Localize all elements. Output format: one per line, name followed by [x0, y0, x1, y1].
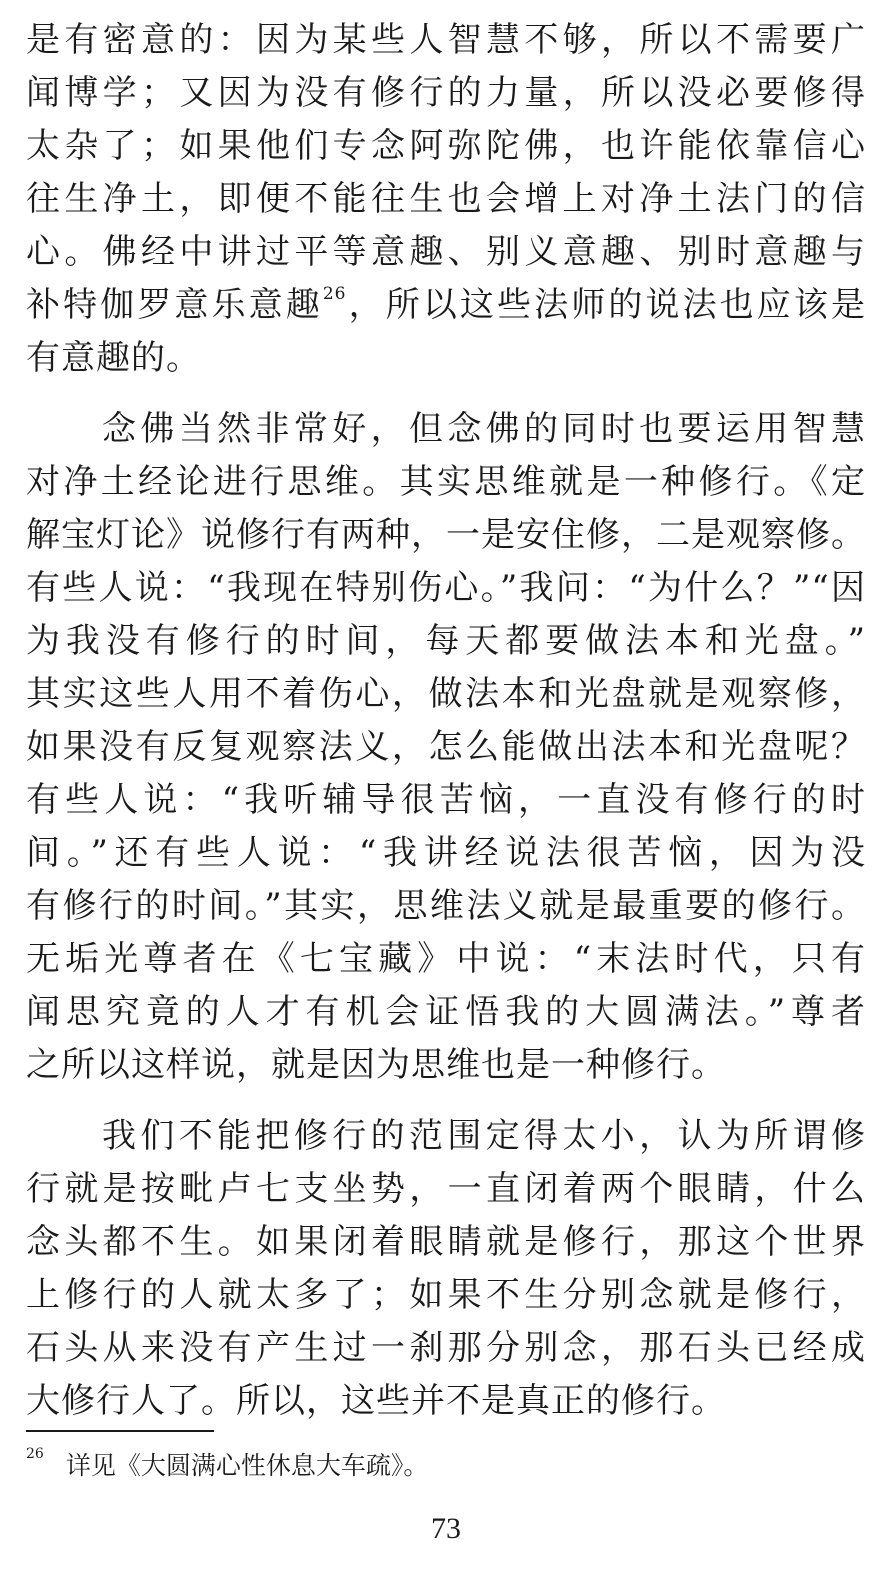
- paragraph-3: [26, 1110, 866, 1428]
- text-line: 有些人说：“我现在特别伤心。”我问：“为什么？”“因: [26, 568, 866, 608]
- text-line: 对净土经论进行思维。其实思维就是一种修行。《定: [26, 462, 866, 502]
- text-line: 是有密意的：因为某些人智慧不够，所以不需要广: [26, 20, 866, 60]
- text-line-with-footnote-ref: [26, 279, 866, 332]
- paragraph-2: [26, 403, 866, 1092]
- paragraph-1: [26, 14, 866, 385]
- text-line: 往生净土，即便不能往生也会增上对净土法门的信: [26, 179, 866, 219]
- text-segment: ，所以这些法师的说法也应该是: [346, 285, 867, 325]
- text-line: 我们不能把修行的范围定得太小，认为所谓修: [102, 1116, 866, 1156]
- footnote-number: 26: [26, 1446, 44, 1462]
- text-line: 闻思究竟的人才有机会证悟我的大圆满法。”尊者: [26, 992, 866, 1032]
- text-line: 太杂了；如果他们专念阿弥陀佛，也许能依靠信心: [26, 126, 866, 166]
- page-body: [26, 14, 866, 1428]
- text-line: 念佛当然非常好，但念佛的同时也要运用智慧: [102, 409, 866, 449]
- text-line: 有些人说：“我听辅导很苦恼，一直没有修行的时: [26, 780, 866, 820]
- footnote-divider: [26, 1430, 214, 1432]
- text-line: 如果没有反复观察法义，怎么能做出法本和光盘呢？: [26, 727, 866, 767]
- text-line: 有意趣的。: [26, 338, 201, 378]
- text-line: 其实这些人用不着伤心，做法本和光盘就是观察修，: [26, 674, 866, 714]
- text-line: 间。”还有些人说：“我讲经说法很苦恼，因为没: [26, 833, 866, 873]
- text-line: 解宝灯论》说修行有两种，一是安住修，二是观察修。: [26, 515, 866, 555]
- page-number: 73: [431, 1512, 461, 1545]
- text-line: 闻博学；又因为没有修行的力量，所以没必要修得: [26, 73, 866, 113]
- footnote-text: 详见《大圆满心性休息大车疏》。: [65, 1451, 429, 1480]
- text-line: 之所以这样说，就是因为思维也是一种修行。: [26, 1045, 726, 1085]
- text-line: 石头从来没有产生过一刹那分别念，那石头已经成: [26, 1328, 866, 1368]
- text-line: 上修行的人就太多了；如果不生分别念就是修行，: [26, 1275, 866, 1315]
- text-line: 有修行的时间。”其实，思维法义就是最重要的修行。: [26, 886, 866, 926]
- text-line: 行就是按毗卢七支坐势，一直闭着两个眼睛，什么: [26, 1169, 866, 1209]
- text-line: 大修行人了。所以，这些并不是真正的修行。: [26, 1381, 726, 1421]
- footnote: [26, 1446, 428, 1482]
- text-line: 念头都不生。如果闭着眼睛就是修行，那这个世界: [26, 1222, 866, 1262]
- text-line: 心。佛经中讲过平等意趣、别义意趣、别时意趣与: [26, 232, 866, 272]
- text-segment: 补特伽罗意乐意趣: [26, 285, 323, 325]
- footnote-reference[interactable]: 26: [322, 284, 347, 304]
- text-line: 为我没有修行的时间，每天都要做法本和光盘。”: [26, 621, 866, 661]
- text-line: 无垢光尊者在《七宝藏》中说：“末法时代，只有: [26, 939, 866, 979]
